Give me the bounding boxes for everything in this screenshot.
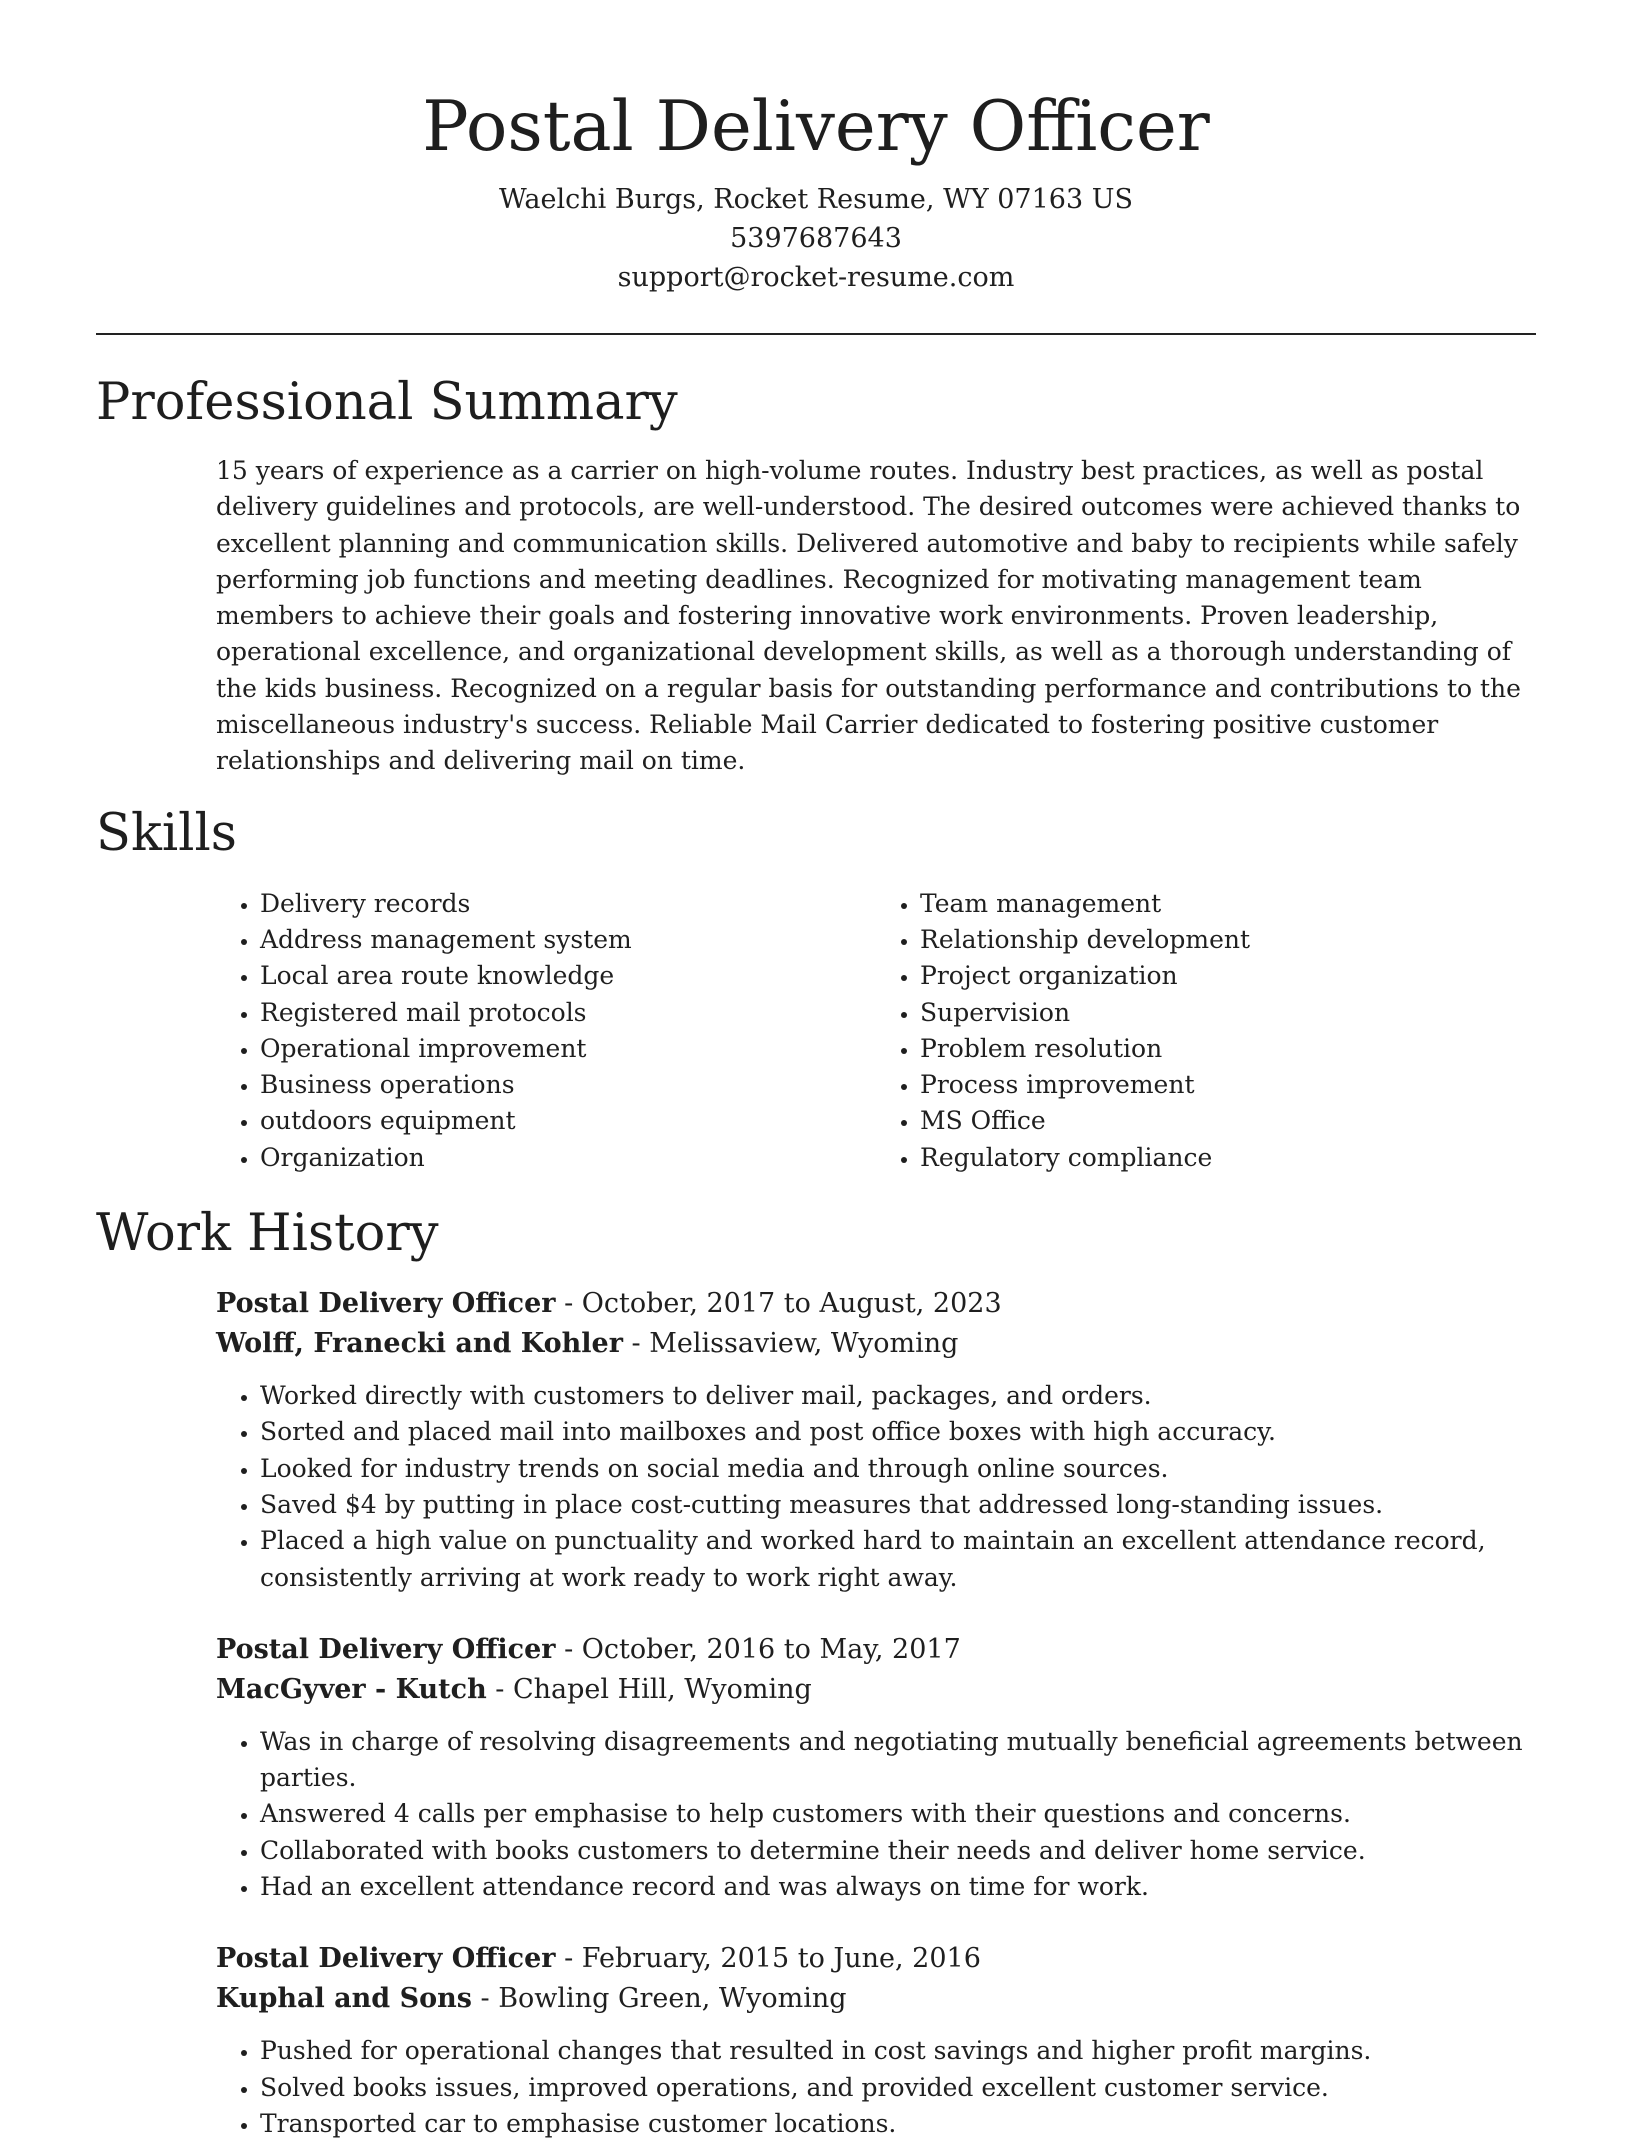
job-location: - Chapel Hill, Wyoming [486, 1673, 812, 1705]
job-title: Postal Delivery Officer [216, 1288, 556, 1320]
job-dates: - October, 2016 to May, 2017 [555, 1633, 961, 1665]
job-bullet: • Was in charge of resolving disagreements and negotiating mutually beneficial agreements between parties. [260, 1724, 1536, 1797]
job-bullet: • Looked for industry trends on social media and through online sources. [260, 1451, 1536, 1487]
contact-email: support@rocket-resume.com [617, 262, 1015, 293]
job-title-line [216, 1939, 1536, 1979]
job-company-line [216, 1324, 1536, 1364]
job-location: - Bowling Green, Wyoming [471, 1983, 847, 2015]
resume-title: Postal Delivery Officer [422, 87, 1210, 167]
skill-item: • Supervision [920, 995, 1536, 1031]
skills-heading: Skills [96, 803, 237, 863]
job-bullet: • Placed a high value on punctuality and worked hard to maintain an excellent attendance record, consistently arriving at work ready to work right away. [260, 1523, 1536, 1596]
summary-section [96, 453, 1536, 780]
job-bullet: • Transported car to emphasise customer locations. [260, 2106, 1536, 2142]
skill-item: • outdoors equipment [260, 1103, 876, 1139]
job-entry [216, 1630, 1536, 1905]
skill-item: • Delivery records [260, 886, 876, 922]
skill-item: • Process improvement [920, 1067, 1536, 1103]
skill-item: • MS Office [920, 1103, 1536, 1139]
work-history-section [96, 1284, 1536, 2142]
job-company: Kuphal and Sons [216, 1983, 472, 2015]
skill-item: • Address management system [260, 922, 876, 958]
job-dates: - October, 2017 to August, 2023 [555, 1288, 1002, 1320]
job-bullets [216, 1724, 1536, 1905]
summary-text: 15 years of experience as a carrier on high-volume routes. Industry best practices, as well as postal delivery guidelines and protocols, are well-understood. The desired outcomes were achieved thanks to excellent planning and communication skills. Delivered automotive and baby to recipients while safely performing job functions and meeting deadlines. Recognized for motivating management team members to achieve their goals and fostering innovative work environments. Proven leadership, operational excellence, and organizational development skills, as well as a thorough understanding of the kids business. Recognized on a regular basis for outstanding performance and contributions to the miscellaneous industry's success. Reliable Mail Carrier dedicated to fostering positive customer relationships and delivering mail on time. [216, 456, 1521, 776]
skill-item: • Problem resolution [920, 1031, 1536, 1067]
skill-item: • Local area route knowledge [260, 958, 876, 994]
skill-item: • Project organization [920, 958, 1536, 994]
job-title: Postal Delivery Officer [216, 1633, 556, 1665]
skill-item: • Team management [920, 886, 1536, 922]
resume-header [96, 0, 1536, 297]
job-dates: - February, 2015 to June, 2016 [555, 1943, 981, 1975]
job-bullet: • Pushed for operational changes that resulted in cost savings and higher profit margins. [260, 2033, 1536, 2069]
skills-column-left [216, 886, 876, 1176]
job-bullet: • Answered 4 calls per emphasise to help customers with their questions and concerns. [260, 1796, 1536, 1832]
job-company: Wolff, Franecki and Kohler [216, 1328, 623, 1360]
job-bullet: • Collaborated with books customers to determine their needs and deliver home service. [260, 1833, 1536, 1869]
skill-item: • Regulatory compliance [920, 1140, 1536, 1176]
job-title: Postal Delivery Officer [216, 1943, 556, 1975]
skills-section [96, 886, 1536, 1176]
job-title-line [216, 1284, 1536, 1324]
job-location: - Melissaview, Wyoming [622, 1328, 959, 1360]
skill-item: • Registered mail protocols [260, 995, 876, 1031]
job-bullet: • Had an excellent attendance record and was always on time for work. [260, 1869, 1536, 1905]
skills-column-right [876, 886, 1536, 1176]
work-history-heading: Work History [96, 1204, 439, 1264]
skill-item: • Organization [260, 1140, 876, 1176]
skill-item: • Operational improvement [260, 1031, 876, 1067]
job-company-line [216, 1979, 1536, 2019]
header-divider [96, 333, 1536, 335]
job-bullet: • Solved books issues, improved operations, and provided excellent customer service. [260, 2070, 1536, 2106]
job-bullets [216, 1378, 1536, 1596]
job-bullet: • Worked directly with customers to deliver mail, packages, and orders. [260, 1378, 1536, 1414]
job-bullet: • Sorted and placed mail into mailboxes and post office boxes with high accuracy. [260, 1414, 1536, 1450]
job-company: MacGyver - Kutch [216, 1673, 487, 1705]
skill-item: • Relationship development [920, 922, 1536, 958]
skills-grid [216, 886, 1536, 1176]
skill-item: • Business operations [260, 1067, 876, 1103]
job-bullets [216, 2033, 1536, 2142]
contact-block [96, 180, 1536, 297]
job-company-line [216, 1670, 1536, 1710]
job-title-line [216, 1630, 1536, 1670]
contact-address: Waelchi Burgs, Rocket Resume, WY 07163 US [499, 184, 1133, 215]
summary-heading: Professional Summary [96, 373, 678, 432]
job-entry [216, 1284, 1536, 1596]
contact-phone: 5397687643 [730, 223, 902, 254]
job-bullet: • Saved $4 by putting in place cost-cutting measures that addressed long-standing issues. [260, 1487, 1536, 1523]
